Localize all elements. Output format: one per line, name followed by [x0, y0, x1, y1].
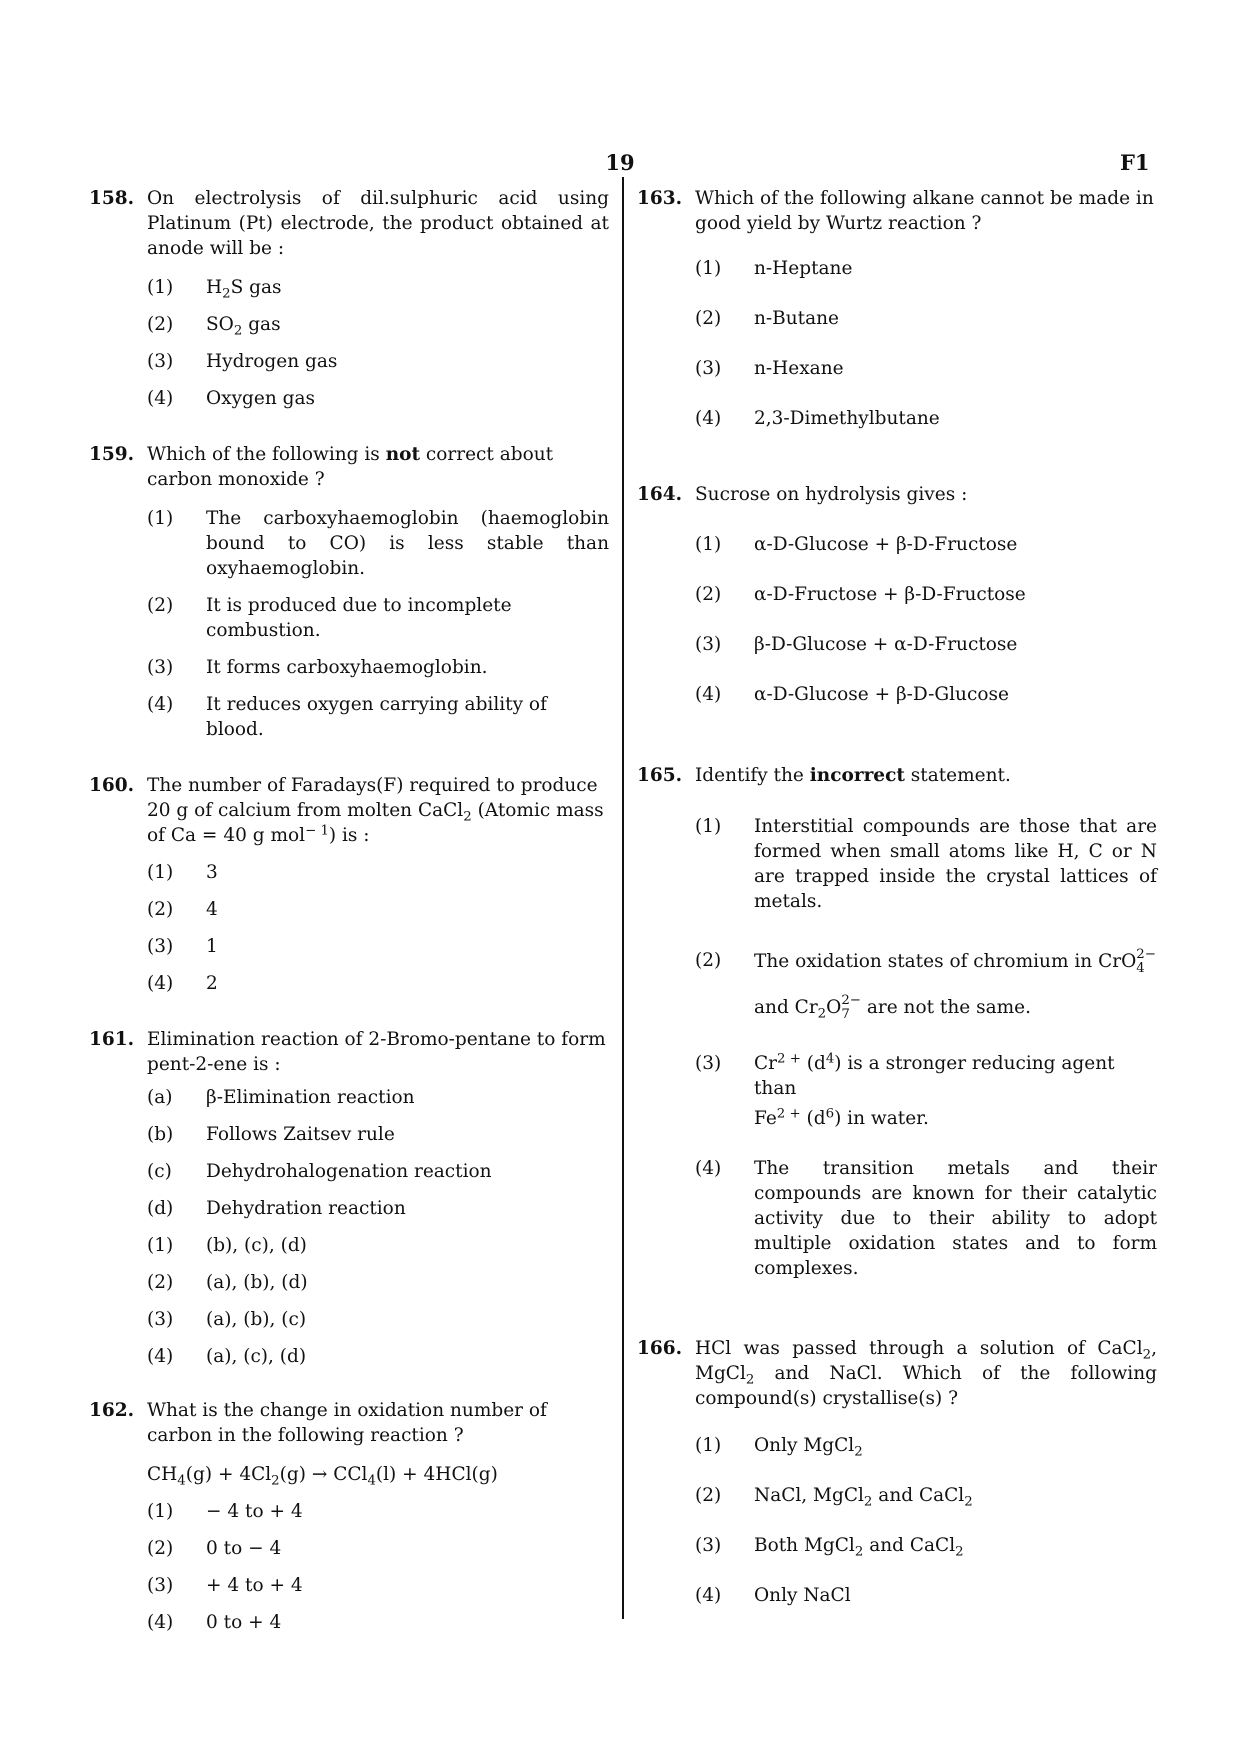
question-text: Elimination reaction of 2-Bromo-pentane to form pent-2-ene is :: [147, 1029, 606, 1075]
option-label: (2): [695, 584, 722, 605]
option-1: [147, 506, 609, 581]
option-label: (2): [147, 1272, 174, 1293]
option-label: (3): [147, 657, 174, 678]
option-text: (a), (b), (d): [206, 1272, 308, 1293]
option-text: 0 to + 4: [206, 1612, 282, 1633]
option-label: (2): [147, 314, 174, 335]
option-text: It forms carboxyhaemoglobin.: [206, 657, 488, 678]
option-text: (a), (c), (d): [206, 1346, 307, 1367]
option-label: (1): [147, 277, 174, 298]
option-text: β-D-Glucose + α-D-Fructose: [754, 634, 1018, 655]
option-1: [147, 1233, 609, 1258]
statement-text: β-Elimination reaction: [206, 1087, 415, 1108]
option-label: (3): [147, 1309, 174, 1330]
question-number: 160.: [89, 775, 135, 796]
option-4: [695, 682, 1157, 707]
option-text: α-D-Glucose + β-D-Glucose: [754, 684, 1009, 705]
option-label: (1): [147, 1235, 174, 1256]
option-1: [695, 814, 1157, 914]
option-text: Only NaCl: [754, 1584, 851, 1606]
question-number: 165.: [637, 765, 683, 786]
statement-label: (a): [147, 1087, 173, 1108]
question-number: 161.: [89, 1029, 135, 1050]
question-number: 158.: [89, 188, 135, 209]
statement-label: (d): [147, 1198, 174, 1219]
option-label: (4): [695, 684, 722, 705]
question-text: The number of Faradays(F) required to produce 20 g of calcium from molten CaCl$_2$ (Atomic mass of Ca = 40 g mol$^{- 1}$) is :: [147, 775, 604, 846]
option-text: $H_2S$ gas: [206, 277, 282, 302]
column-divider: [622, 177, 624, 1619]
option-3: [147, 349, 609, 374]
statement-c: [147, 1159, 609, 1184]
question-text: Which of the following alkane cannot be made in good yield by Wurtz reaction ?: [695, 188, 1154, 234]
option-2: [147, 312, 609, 337]
option-label: (1): [147, 1501, 174, 1522]
option-label: (1): [695, 258, 722, 279]
option-text: The carboxyhaemoglobin (haemoglobin bound to CO) is less stable than oxyhaemoglobin.: [206, 508, 609, 579]
question-163: [637, 186, 1157, 431]
question-162: [89, 1398, 609, 1635]
option-text: Oxygen gas: [206, 388, 316, 409]
option-label: (2): [147, 595, 174, 616]
option-text: Both MgCl$_2$ and CaCl$_2$: [754, 1534, 964, 1560]
option-text: 2,3-Dimethylbutane: [754, 408, 940, 429]
option-label: (2): [695, 950, 722, 971]
option-text: α-D-Fructose + β-D-Fructose: [754, 584, 1026, 605]
question-158: [89, 186, 609, 411]
option-3: [695, 632, 1157, 657]
option-4: [147, 692, 609, 742]
option-1: [147, 275, 609, 300]
option-text: 2: [206, 973, 218, 994]
option-label: (1): [147, 508, 174, 529]
option-label: (2): [695, 308, 722, 329]
option-text: 3: [206, 862, 218, 883]
option-2: [695, 948, 1157, 1022]
option-3: [147, 1573, 609, 1598]
question-number: 159.: [89, 444, 135, 465]
statement-label: (b): [147, 1124, 174, 1145]
option-1: [147, 1499, 609, 1524]
option-label: (4): [147, 1346, 174, 1367]
option-2: [695, 1483, 1157, 1508]
option-text: $Cr^{2 +}$ $(d^4)$ is a stronger reducing agent than $Fe^{2 +}$ $(d^6)$ in water.: [754, 1051, 1115, 1129]
option-text: 1: [206, 936, 218, 957]
option-label: (3): [695, 1534, 722, 1556]
option-4: [695, 406, 1157, 431]
statement-label: (c): [147, 1161, 172, 1182]
option-label: (1): [695, 1434, 722, 1456]
question-text: Which of the following is not correct about carbon monoxide ?: [147, 444, 554, 490]
option-2: [695, 306, 1157, 331]
option-text: n-Heptane: [754, 258, 853, 279]
option-text: 4: [206, 899, 218, 920]
option-2: [147, 1270, 609, 1295]
statement-b: [147, 1122, 609, 1147]
option-1: [695, 1433, 1157, 1458]
option-label: (2): [147, 1538, 174, 1559]
question-number: 164.: [637, 484, 683, 505]
question-166: [637, 1336, 1157, 1608]
option-text: − 4 to + 4: [206, 1501, 303, 1522]
right-column: [637, 186, 1157, 1608]
option-2: [147, 1536, 609, 1561]
option-label: (4): [695, 1584, 722, 1606]
option-label: (1): [147, 862, 174, 883]
statement-text: Dehydrohalogenation reaction: [206, 1161, 492, 1182]
option-label: (3): [695, 634, 722, 655]
option-label: (3): [147, 936, 174, 957]
option-label: (1): [695, 534, 722, 555]
option-4: [147, 1344, 609, 1369]
question-text: Identify the incorrect statement.: [695, 765, 1011, 786]
option-4: [147, 386, 609, 411]
option-text: NaCl, MgCl$_2$ and CaCl$_2$: [754, 1484, 973, 1510]
statement-text: Follows Zaitsev rule: [206, 1124, 395, 1145]
option-text: n-Butane: [754, 308, 840, 329]
option-text: Interstitial compounds are those that are formed when small atoms like H, C or N are trapped inside the crystal lattices of metals.: [754, 816, 1157, 912]
option-label: (2): [695, 1484, 722, 1506]
option-label: (3): [695, 358, 722, 379]
option-3: [695, 356, 1157, 381]
question-number: 166.: [637, 1337, 683, 1359]
question-159: [89, 442, 609, 742]
option-label: (3): [695, 1052, 722, 1074]
option-2: [695, 582, 1157, 607]
option-2: [147, 593, 609, 643]
option-text: $SO_2$ gas: [206, 314, 281, 339]
option-4: [147, 1610, 609, 1635]
option-text: n-Hexane: [754, 358, 844, 379]
option-3: [695, 1533, 1157, 1558]
question-165: [637, 763, 1157, 1281]
option-label: (4): [695, 408, 722, 429]
question-text: What is the change in oxidation number of carbon in the following reaction ?: [147, 1400, 547, 1446]
option-3: [147, 1307, 609, 1332]
option-1: [695, 256, 1157, 281]
statement-a: [147, 1085, 609, 1110]
question-text: On electrolysis of dil.sulphuric acid using Platinum (Pt) electrode, the product obtained at anode will be :: [147, 188, 609, 259]
option-label: (3): [147, 1575, 174, 1596]
option-label: (4): [147, 388, 174, 409]
statement-d: [147, 1196, 609, 1221]
option-label: (4): [147, 1612, 174, 1633]
option-text: α-D-Glucose + β-D-Fructose: [754, 534, 1018, 555]
question-text: Sucrose on hydrolysis gives :: [695, 484, 968, 505]
question-text: HCl was passed through a solution of CaCl$_2$, MgCl$_2$ and NaCl. Which of the following compound(s) crystallise(s) ?: [695, 1337, 1157, 1409]
question-number: 162.: [89, 1400, 135, 1421]
option-text: It reduces oxygen carrying ability of blood.: [206, 694, 547, 740]
option-label: (4): [147, 973, 174, 994]
paper-code: F1: [1120, 150, 1150, 175]
option-1: [695, 532, 1157, 557]
option-text: Hydrogen gas: [206, 351, 338, 372]
option-text: (b), (c), (d): [206, 1235, 307, 1256]
option-text: It is produced due to incomplete combustion.: [206, 595, 512, 641]
option-4: [695, 1156, 1157, 1281]
option-text: The oxidation states of chromium in CrO 2− 4 and $Cr_2O$ 2− 7 are not the same.: [754, 947, 1156, 1022]
question-161: [89, 1027, 609, 1369]
left-column: [89, 186, 609, 1635]
option-text: Only MgCl$_2$: [754, 1434, 863, 1460]
option-label: (4): [147, 694, 174, 715]
option-label: (3): [147, 351, 174, 372]
option-3: [695, 1051, 1157, 1131]
option-label: (4): [695, 1157, 722, 1179]
option-text: (a), (b), (c): [206, 1309, 307, 1330]
question-164: [637, 482, 1157, 707]
question-160: [89, 773, 609, 996]
option-4: [695, 1583, 1157, 1608]
question-number: 163.: [637, 188, 683, 209]
option-text: 0 to − 4: [206, 1538, 282, 1559]
option-text: + 4 to + 4: [206, 1575, 303, 1596]
option-2: [147, 897, 609, 922]
option-label: (2): [147, 899, 174, 920]
option-1: [147, 860, 609, 885]
page-number: 19: [605, 150, 635, 175]
option-4: [147, 971, 609, 996]
statement-text: Dehydration reaction: [206, 1198, 406, 1219]
option-text: The transition metals and their compounds are known for their catalytic activity due to their ability to adopt multiple oxidation states and to form complexes.: [754, 1157, 1157, 1279]
reaction-equation: $CH_4(g) + 4Cl_2(g) \to CCl_4(l) + 4HCl(g)$: [147, 1464, 498, 1489]
option-label: (1): [695, 816, 722, 837]
option-3: [147, 934, 609, 959]
option-3: [147, 655, 609, 680]
